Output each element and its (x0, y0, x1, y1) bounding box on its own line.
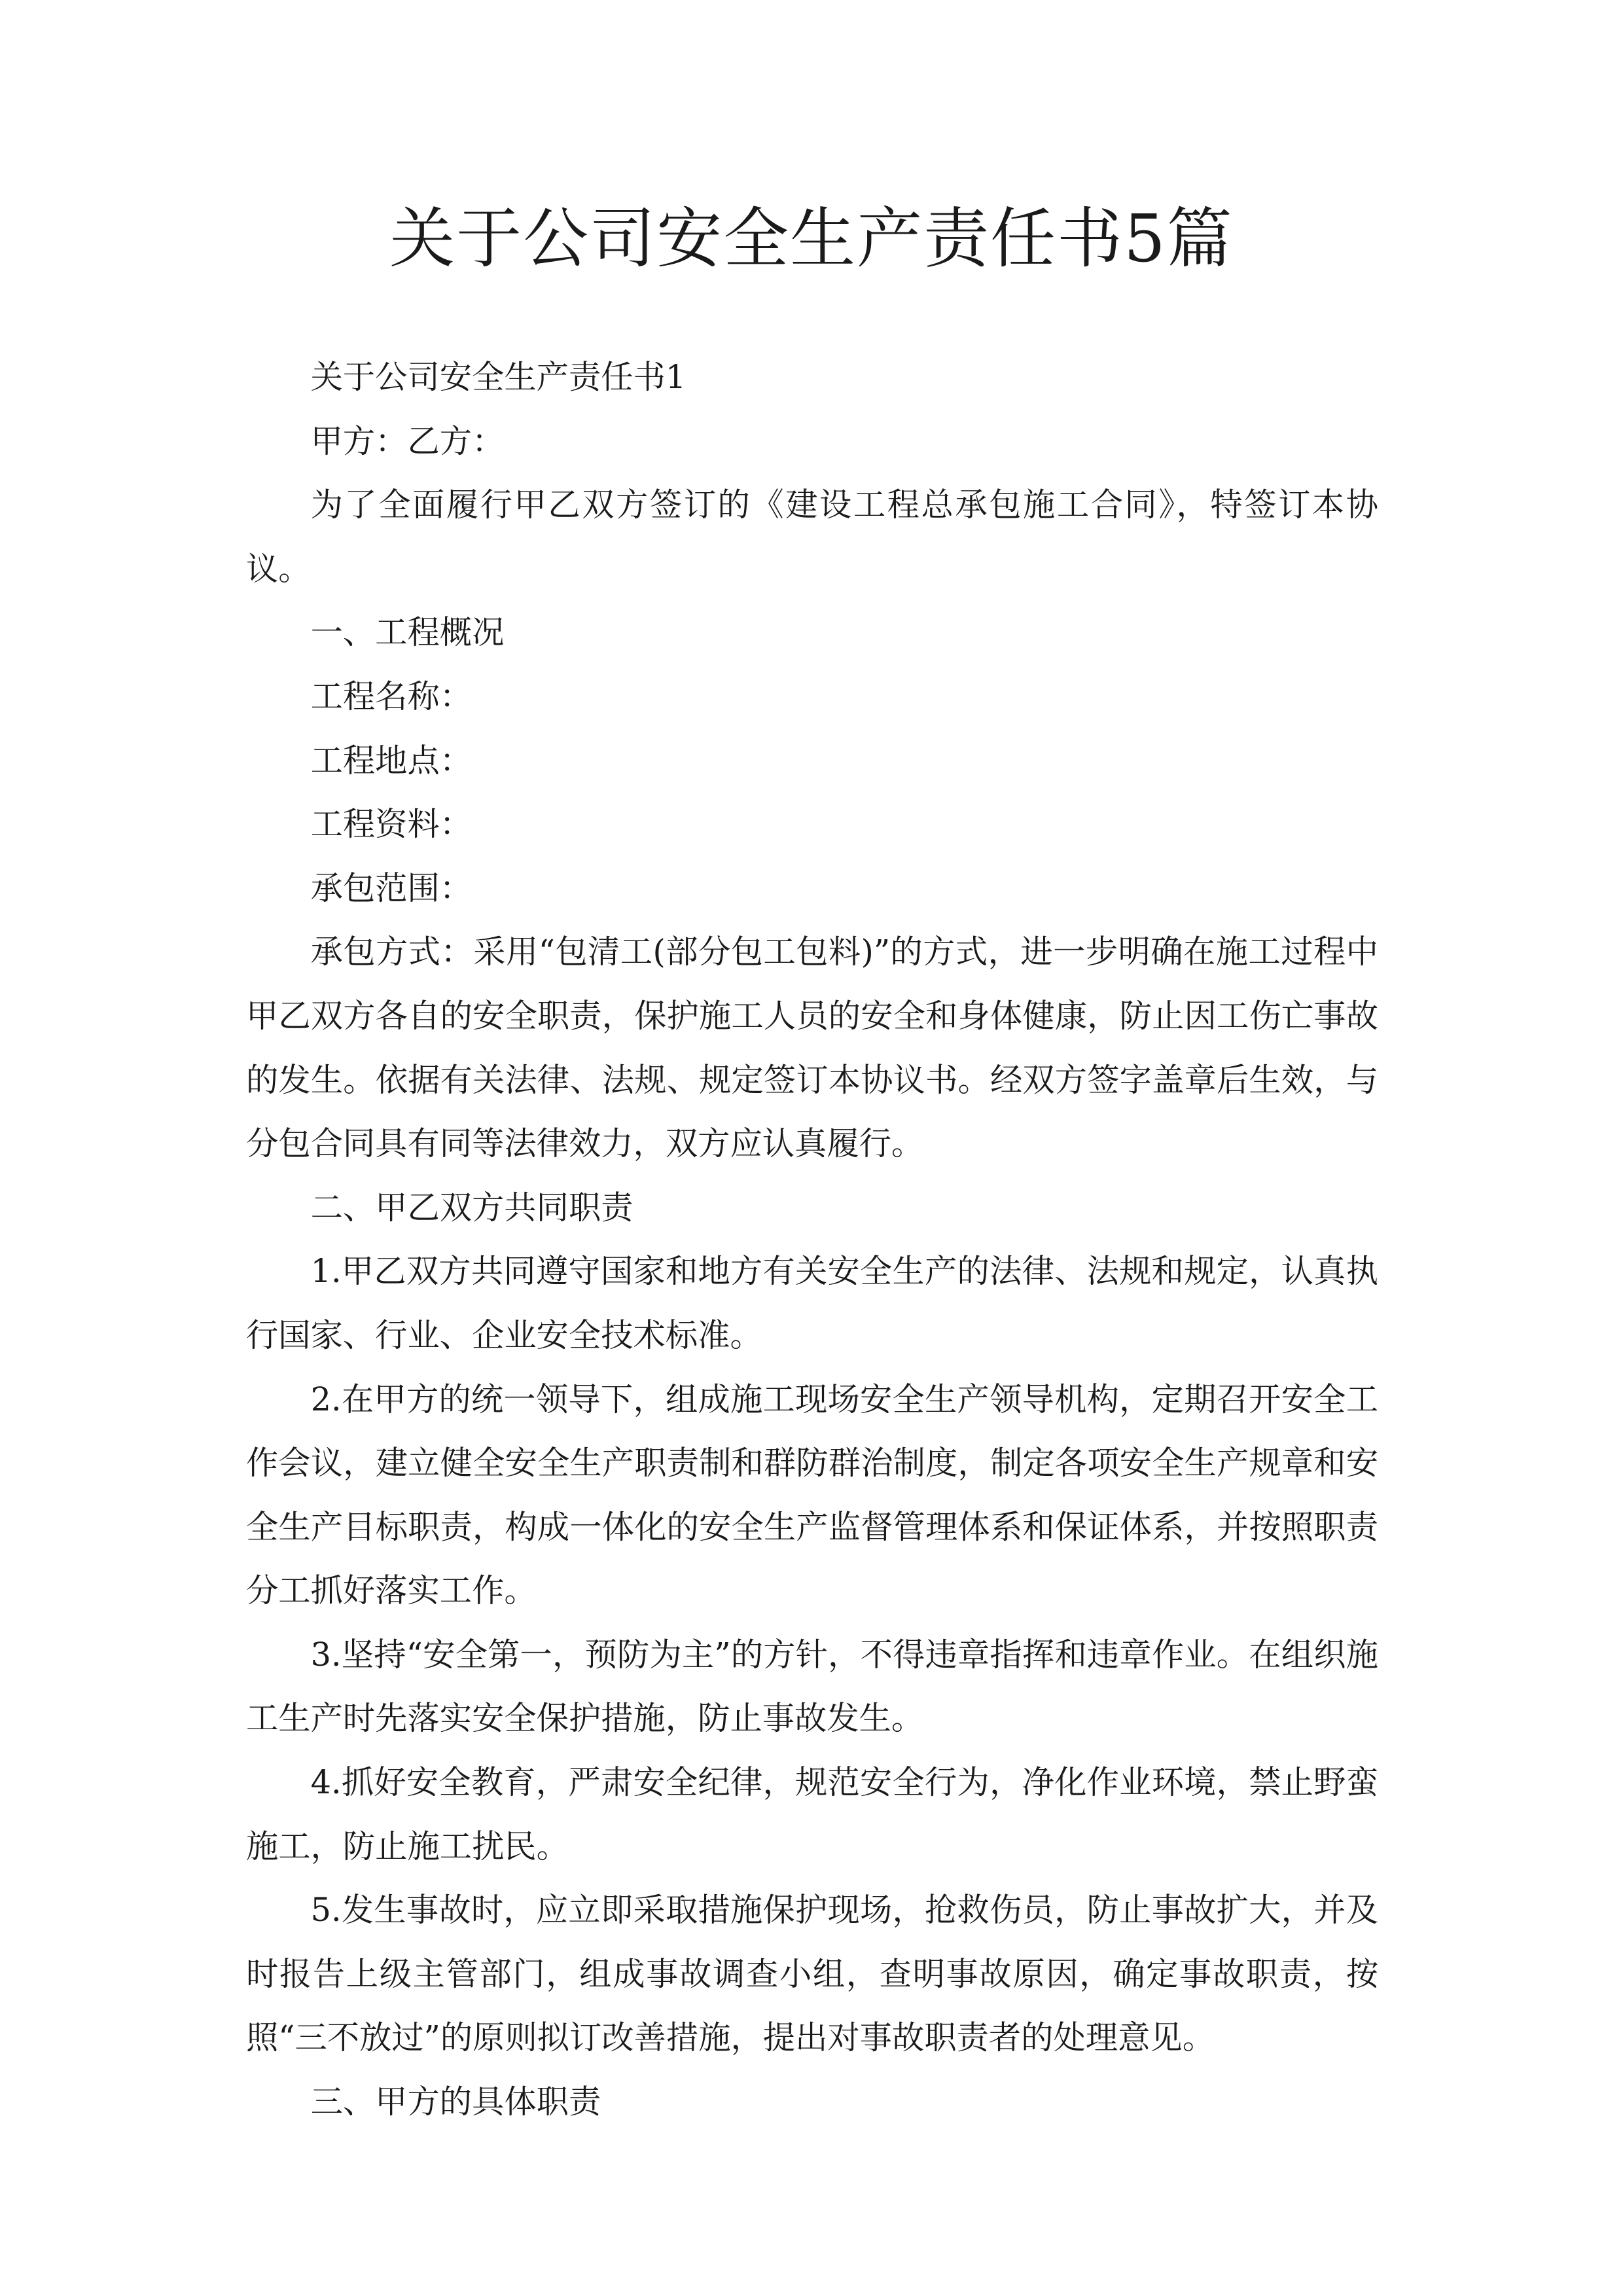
section-heading: 三、甲方的具体职责 (310, 2083, 601, 2121)
paragraph-project-materials: 工程资料： (310, 805, 473, 844)
paragraph-heading: 关于公司安全生产责任书1 (310, 358, 687, 396)
list-item: 2.在甲方的统一领导下，组成施工现场安全生产领导机构，定期召开安全工作会议，建立健全安全生产职责制和群防群治制度，制定各项安全生产规章和安全生产目标职责，构成一体化的安全生产监督管理体系和保证体系，并按照职责分工抓好落实工作。 (246, 1380, 1378, 1610)
paragraph-intro: 为了全面履行甲乙双方签订的《建设工程总承包施工合同》，特签订本协议。 (246, 486, 1378, 588)
document-body (246, 346, 1378, 2134)
list-item: 4.抓好安全教育，严肃安全纪律，规范安全行为，净化作业环境，禁止野蛮施工，防止施工扰民。 (246, 1763, 1378, 1865)
paragraph-project-name: 工程名称： (310, 677, 473, 715)
section-heading: 一、工程概况 (310, 613, 505, 652)
paragraph-project-location: 工程地点： (310, 741, 473, 780)
document-title: 关于公司安全生产责任书5篇 (389, 200, 1234, 277)
section-heading: 二、甲乙双方共同职责 (310, 1188, 633, 1227)
list-item: 1.甲乙双方共同遵守国家和地方有关安全生产的法律、法规和规定，认真执行国家、行业、企业安全技术标准。 (246, 1252, 1378, 1354)
list-item: 3.坚持“安全第一，预防为主”的方针，不得违章指挥和违章作业。在组织施工生产时先落实安全保护措施，防止事故发生。 (246, 1635, 1378, 1738)
paragraph-parties: 甲方：乙方： (310, 422, 505, 460)
paragraph-contract-scope: 承包范围： (310, 869, 473, 907)
paragraph-contract-method: 承包方式：采用“包清工(部分包工包料)”的方式，进一步明确在施工过程中甲乙双方各自的安全职责，保护施工人员的安全和身体健康，防止因工伤亡事故的发生。依据有关法律、法规、规定签订本协议书。经双方签字盖章后生效，与分包合同具有同等法律效力，双方应认真履行。 (246, 933, 1378, 1163)
list-item: 5.发生事故时，应立即采取措施保护现场，抢救伤员，防止事故扩大，并及时报告上级主管部门，组成事故调查小组，查明事故原因，确定事故职责，按照“三不放过”的原则拟订改善措施，提出对事故职责者的处理意见。 (246, 1891, 1378, 2057)
